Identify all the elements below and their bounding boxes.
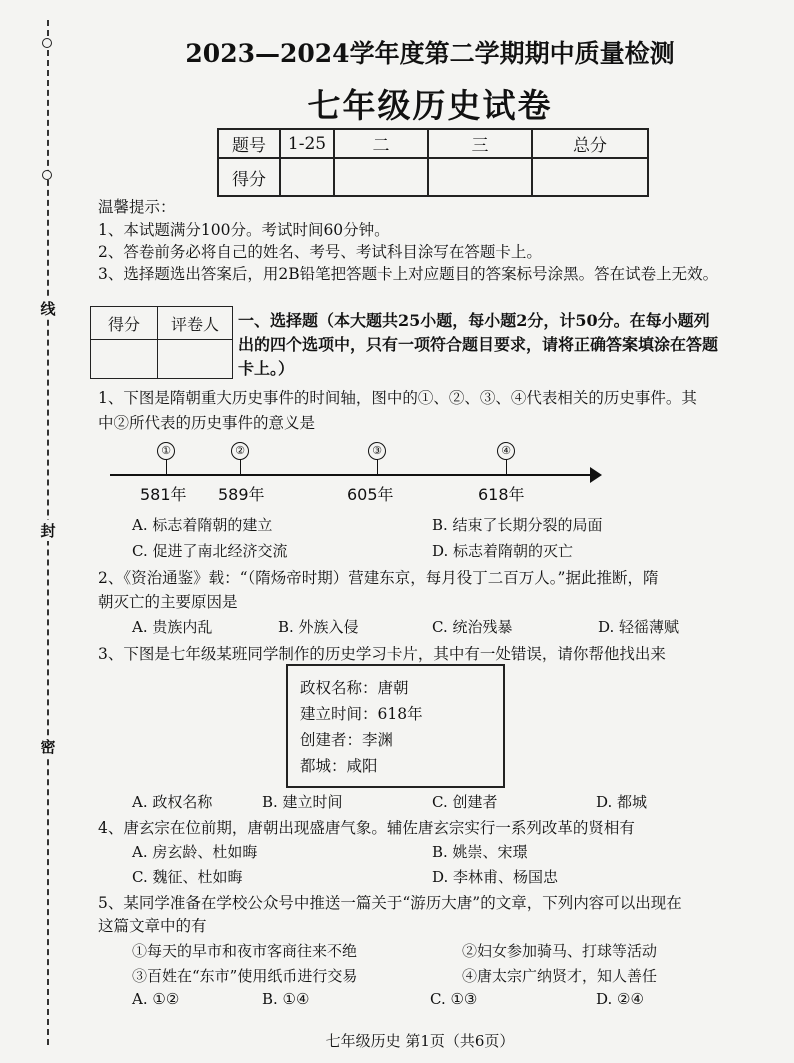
score-table-header: 三: [428, 129, 532, 158]
timeline-axis: [110, 474, 593, 476]
score-cell: [334, 158, 428, 196]
score-table-header: 总分: [532, 129, 648, 158]
timeline-mark: ①: [157, 442, 175, 460]
history-card: [286, 664, 505, 788]
q5-option-d[interactable]: D. ②④: [596, 990, 644, 1008]
exam-subtitle: 七年级历史试卷: [307, 86, 553, 125]
exam-title: 2023—2024学年度第二学期期中质量检测: [185, 39, 675, 68]
score-table-row-label: 得分: [218, 158, 280, 196]
q1-stem: 1、下图是隋朝重大历史事件的时间轴，图中的①、②、③、④代表相关的历史事件。其: [98, 389, 697, 407]
timeline-year: 618年: [478, 485, 525, 504]
q2-option-d[interactable]: D. 轻徭薄赋: [598, 618, 680, 636]
q5-option-a[interactable]: A. ①②: [132, 990, 180, 1008]
q5-item: ④唐太宗广纳贤才，知人善任: [462, 967, 658, 985]
q3-option-c[interactable]: C. 创建者: [432, 793, 498, 811]
q4-option-d[interactable]: D. 李林甫、杨国忠: [432, 868, 559, 886]
q5-stem: 5、某同学准备在学校公众号中推送一篇关于“游历大唐”的文章，下列内容可以出现在: [98, 894, 682, 912]
score-table-header: 二: [334, 129, 428, 158]
q4-stem: 4、唐玄宗在位前期，唐朝出现盛唐气象。辅佐唐玄宗实行一系列改革的贤相有: [98, 819, 635, 837]
margin-char-mi: 密: [38, 736, 58, 757]
q2-option-a[interactable]: A. 贵族内乱: [132, 618, 213, 636]
tip-item: 3、选择题选出答案后，用2B铅笔把答题卡上对应题目的答案标号涂黑。答在试卷上无效。: [98, 265, 719, 283]
q3-option-b[interactable]: B. 建立时间: [262, 793, 343, 811]
card-line: 政权名称：唐朝: [300, 679, 409, 697]
tip-item: 2、答卷前务必将自己的姓名、考号、考试科目涂写在答题卡上。: [98, 243, 542, 261]
score-cell: [428, 158, 532, 196]
q5-item: ②妇女参加骑马、打球等活动: [462, 942, 658, 960]
score-table-header: 1-25: [280, 129, 334, 158]
q1-option-b[interactable]: B. 结束了长期分裂的局面: [432, 516, 603, 534]
grader-name-cell: [158, 340, 233, 379]
q4-option-c[interactable]: C. 魏征、杜如晦: [132, 868, 243, 886]
q5-item: ③百姓在“东市”使用纸币进行交易: [132, 967, 358, 985]
score-table-header: 题号: [218, 129, 280, 158]
timeline-year: 605年: [347, 485, 394, 504]
q2-option-c[interactable]: C. 统治残暴: [432, 618, 513, 636]
score-table: [217, 128, 649, 197]
timeline-mark: ②: [231, 442, 249, 460]
card-line: 都城：咸阳: [300, 757, 378, 775]
q3-stem: 3、下图是七年级某班同学制作的历史学习卡片，其中有一处错误，请你帮他找出来: [98, 645, 666, 663]
grader-name-label: 评卷人: [158, 307, 233, 340]
q4-option-b[interactable]: B. 姚崇、宋璟: [432, 843, 528, 861]
tip-item: 1、本试题满分100分。考试时间60分钟。: [98, 221, 390, 239]
q3-option-a[interactable]: A. 政权名称: [132, 793, 213, 811]
margin-char-feng: 封: [38, 520, 58, 541]
grader-box: [90, 306, 233, 379]
q5-item: ①每天的早市和夜市客商往来不绝: [132, 942, 358, 960]
q5-option-b[interactable]: B. ①④: [262, 990, 310, 1008]
timeline-mark: ③: [368, 442, 386, 460]
q4-option-a[interactable]: A. 房玄龄、杜如晦: [132, 843, 258, 861]
q5-stem: 这篇文章中的有: [98, 917, 207, 935]
card-line: 建立时间：618年: [300, 705, 423, 723]
score-cell: [280, 158, 334, 196]
q3-option-d[interactable]: D. 都城: [596, 793, 648, 811]
grader-score-label: 得分: [91, 307, 158, 340]
timeline-mark: ④: [497, 442, 515, 460]
section1-line: 卡上。）: [238, 359, 295, 378]
q5-option-c[interactable]: C. ①③: [430, 990, 478, 1008]
q1-option-a[interactable]: A. 标志着隋朝的建立: [132, 516, 273, 534]
q1-option-d[interactable]: D. 标志着隋朝的灭亡: [432, 542, 574, 560]
timeline-arrow: [590, 467, 602, 483]
page-footer: 七年级历史 第1页（共6页）: [325, 1032, 515, 1050]
binding-hole: [42, 38, 52, 48]
margin-char-xian: 线: [38, 298, 58, 319]
score-cell: [532, 158, 648, 196]
q2-stem: 2、《资治通鉴》载：“（隋炀帝时期）营建东京，每月役丁二百万人。”据此推断，隋: [98, 569, 659, 587]
tips-heading: 温馨提示：: [98, 198, 176, 216]
timeline-year: 589年: [218, 485, 265, 504]
binding-hole: [42, 170, 52, 180]
section1-line: 出的四个选项中，只有一项符合题目要求，请将正确答案填涂在答题: [238, 335, 719, 354]
grader-score-cell: [91, 340, 158, 379]
q2-stem: 朝灭亡的主要原因是: [98, 593, 238, 611]
card-line: 创建者：李渊: [300, 731, 394, 749]
q1-option-c[interactable]: C. 促进了南北经济交流: [132, 542, 288, 560]
q2-option-b[interactable]: B. 外族入侵: [278, 618, 359, 636]
section1-line: 一、选择题（本大题共25小题，每小题2分，计50分。在每小题列: [238, 311, 710, 330]
timeline-year: 581年: [140, 485, 187, 504]
q1-stem: 中②所代表的历史事件的意义是: [98, 414, 316, 432]
